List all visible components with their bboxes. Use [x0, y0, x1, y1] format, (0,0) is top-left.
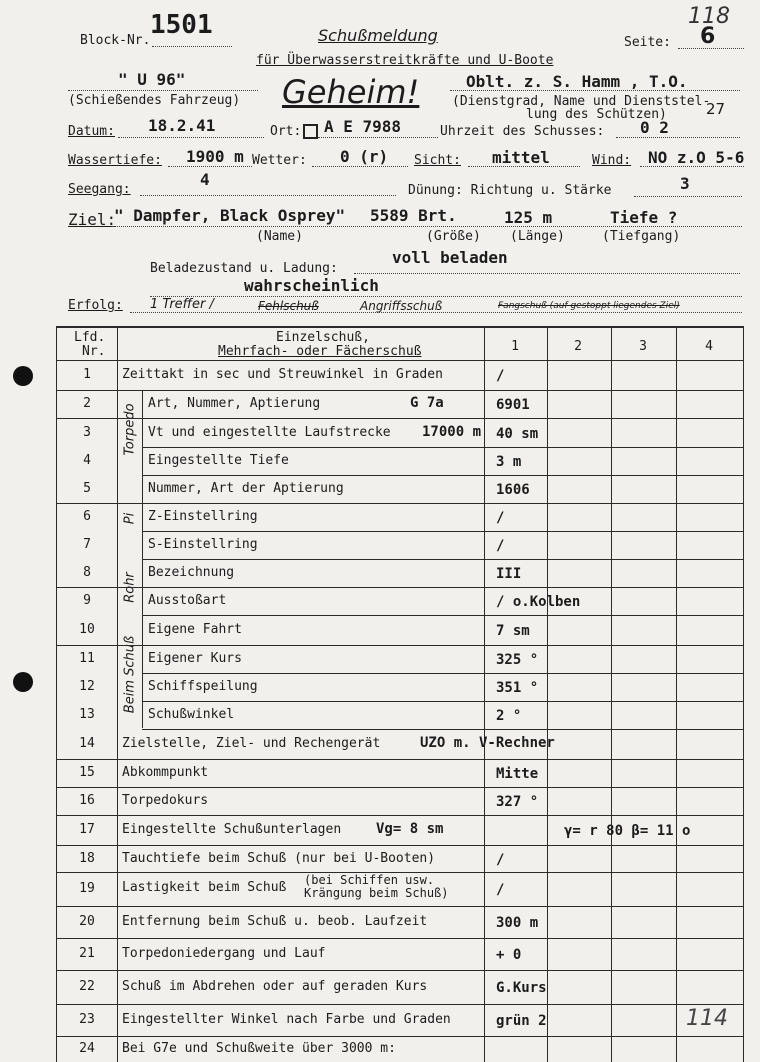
- target-draft-caption: (Tiefgang): [602, 229, 681, 244]
- col-1: 1: [511, 339, 519, 354]
- row-label: Schiffspeilung: [148, 679, 258, 694]
- row-label: S-Einstellring: [148, 537, 258, 552]
- row-number: 18: [79, 851, 95, 866]
- row-label: Bezeichnung: [148, 565, 235, 580]
- row-value-1: Mitte: [496, 766, 539, 782]
- col-desc-2: Mehrfach- oder Fächerschuß: [218, 344, 422, 359]
- visibility-value: mittel: [492, 148, 550, 167]
- row-number: 10: [79, 622, 95, 637]
- date-value: 18.2.41: [148, 116, 216, 135]
- success-other: Fangschuß (auf gestoppt liegendes Ziel): [498, 301, 680, 311]
- row-number: 11: [79, 651, 95, 666]
- row-value-1: /: [496, 510, 505, 526]
- row-number: 1: [83, 367, 91, 382]
- row-label: Zielstelle, Ziel- und Rechengerät: [122, 736, 381, 751]
- row-label: Z-Einstellring: [148, 509, 258, 524]
- row-value-1: 300 m: [496, 915, 539, 931]
- depth-label: Wassertiefe:: [68, 153, 162, 168]
- row-value-1: III: [496, 566, 522, 582]
- row-label: Vt und eingestellte Laufstrecke: [148, 425, 391, 440]
- row-label: Tauchtiefe beim Schuß (nur bei U-Booten): [122, 851, 436, 866]
- col-nr: Nr.: [82, 344, 106, 359]
- row-number: 13: [79, 707, 95, 722]
- row-value-1: 6901: [496, 397, 530, 413]
- swell-label: Dünung: Richtung u. Stärke: [408, 183, 612, 198]
- group-beim-schuss: Beim Schuß: [122, 635, 138, 714]
- row-value-1: /: [496, 852, 505, 868]
- row-mid-value: 17000 m: [422, 424, 482, 440]
- commander-caption-1: (Dienstgrad, Name und Dienststel-: [452, 94, 711, 109]
- location-label: Ort:: [270, 124, 302, 139]
- row-value-1: + 0: [496, 947, 522, 963]
- row-number: 6: [83, 509, 91, 524]
- punch-hole-top: [13, 366, 33, 386]
- form-subtitle: für Überwasserstreitkräfte und U-Boote: [256, 53, 554, 68]
- row-label: Eigener Kurs: [148, 651, 242, 666]
- wind-label: Wind:: [592, 153, 632, 168]
- row-number: 19: [79, 881, 95, 896]
- row-number: 23: [79, 1012, 95, 1027]
- row-value-1: /: [496, 368, 505, 384]
- row-number: 20: [79, 914, 95, 929]
- target-length: 125 m: [504, 208, 553, 227]
- row-value-1: G.Kurs: [496, 980, 547, 996]
- depth-value: 1900 m: [186, 147, 244, 166]
- row-value-1: 325 °: [496, 652, 539, 668]
- success-attack: Angriffsschuß: [360, 299, 443, 313]
- secret-stamp: Geheim!: [282, 73, 420, 111]
- row-label: Schuß im Abdrehen oder auf geraden Kurs: [122, 979, 428, 994]
- row-mid-value: G 7a: [410, 395, 444, 411]
- row-label: Eingestellter Winkel nach Farbe und Graden: [122, 1012, 451, 1027]
- row-number: 4: [83, 453, 91, 468]
- punch-hole-bottom: [13, 672, 33, 692]
- row-number: 7: [83, 537, 91, 552]
- row-label: Schußwinkel: [148, 707, 235, 722]
- row-value-1: 40 sm: [496, 426, 539, 442]
- time-label: Uhrzeit des Schusses:: [440, 124, 605, 139]
- row-label: Abkommpunkt: [122, 765, 209, 780]
- vessel-caption: (Schießendes Fahrzeug): [68, 93, 241, 108]
- target-size-caption: (Größe): [426, 229, 481, 244]
- target-label: Ziel:: [68, 210, 117, 229]
- row-label: Nummer, Art der Aptierung: [148, 481, 344, 496]
- form-title: Schußmeldung: [318, 26, 438, 45]
- row-label: Entfernung beim Schuß u. beob. Laufzeit: [122, 914, 428, 929]
- row-label: Torpedokurs: [122, 793, 209, 808]
- row-value-1: 7 sm: [496, 623, 530, 639]
- row-number: 8: [83, 565, 91, 580]
- date-label: Datum:: [68, 124, 115, 139]
- sea-value: 4: [200, 170, 210, 189]
- load-value-2: wahrscheinlich: [244, 276, 379, 295]
- location-value: A E 7988: [324, 117, 402, 136]
- row-label: Eingestellte Schußunterlagen: [122, 822, 342, 837]
- row-number: 3: [83, 425, 91, 440]
- load-value-1: voll beladen: [392, 248, 508, 267]
- page-label: Seite:: [624, 35, 671, 50]
- row-value-1: 1606: [496, 482, 530, 498]
- weather-value: 0 (r): [340, 147, 389, 166]
- success-miss: Fehlschuß: [258, 299, 319, 313]
- col-2: 2: [574, 339, 582, 354]
- col-desc-1: Einzelschuß,: [276, 330, 370, 345]
- row-label: Eingestellte Tiefe: [148, 453, 289, 468]
- group-torpedo: Torpedo: [122, 403, 138, 456]
- success-hits: 1 Treffer /: [150, 297, 214, 312]
- target-draft: Tiefe ?: [610, 208, 678, 227]
- row-number: 22: [79, 979, 95, 994]
- row-label: Ausstoßart: [148, 593, 227, 608]
- row-label: Bei G7e und Schußweite über 3000 m:: [122, 1041, 396, 1056]
- commander-caption-2: lung des Schützen): [526, 107, 667, 122]
- wind-value: NO z.O 5-6: [648, 148, 745, 167]
- weather-label: Wetter:: [252, 153, 307, 168]
- load-label: Beladezustand u. Ladung:: [150, 261, 338, 276]
- target-name: " Dampfer, Black Osprey": [114, 206, 346, 225]
- block-label: Block-Nr.: [80, 33, 151, 48]
- row-value-1: 3 m: [496, 454, 522, 470]
- row-value-1: /: [496, 882, 505, 898]
- row-label: Eigene Fahrt: [148, 622, 242, 637]
- corner-note: 114: [686, 1006, 728, 1031]
- visibility-label: Sicht:: [414, 153, 461, 168]
- row-mid-value: UZO m. V-Rechner: [420, 735, 555, 751]
- group-rohr: Rohr: [122, 572, 138, 603]
- row-number: 16: [79, 793, 95, 808]
- row-value-1: /: [496, 538, 505, 554]
- row-label: Art, Nummer, Aptierung: [148, 396, 321, 411]
- vessel-value: " U 96": [118, 70, 186, 89]
- row-value-1: / o.Kolben: [496, 594, 581, 610]
- row-number: 14: [79, 736, 95, 751]
- row-value-1: 327 °: [496, 794, 539, 810]
- row-label: Torpedoniedergang und Lauf: [122, 946, 326, 961]
- stamp-number: 27: [706, 100, 726, 118]
- col-lfd: Lfd.: [74, 330, 106, 345]
- row-label: Zeittakt in sec und Streuwinkel in Graden: [122, 367, 443, 382]
- group-pi: Pi: [122, 512, 138, 525]
- sea-label: Seegang:: [68, 182, 131, 197]
- commander-value: Oblt. z. S. Hamm , T.O.: [466, 72, 688, 91]
- time-value: 0 2: [640, 118, 669, 137]
- row-number: 9: [83, 593, 91, 608]
- row-extra-values: γ= r 80 β= 11 o: [564, 823, 691, 839]
- row-label-note: (bei Schiffen usw. Krängung beim Schuß): [304, 873, 449, 900]
- target-name-caption: (Name): [256, 229, 303, 244]
- col-4: 4: [705, 339, 713, 354]
- row-number: 5: [83, 481, 91, 496]
- row-number: 24: [79, 1041, 95, 1056]
- success-label: Erfolg:: [68, 298, 123, 313]
- row-label: Lastigkeit beim Schuß: [122, 880, 287, 895]
- row-number: 2: [83, 396, 91, 411]
- target-length-caption: (Länge): [510, 229, 565, 244]
- row-number: 12: [79, 679, 95, 694]
- swell-value: 3: [680, 174, 690, 193]
- col-3: 3: [639, 339, 647, 354]
- block-number: 1501: [150, 10, 213, 40]
- row-number: 17: [79, 822, 95, 837]
- square-icon: [303, 124, 318, 139]
- page-number: 6: [700, 24, 716, 49]
- target-size: 5589 Brt.: [370, 206, 457, 225]
- row-value-1: grün 2: [496, 1013, 547, 1029]
- row-value-1: 2 °: [496, 708, 522, 724]
- row-value-1: 351 °: [496, 680, 539, 696]
- row-number: 15: [79, 765, 95, 780]
- folio-number: 118: [688, 4, 730, 29]
- row-number: 21: [79, 946, 95, 961]
- row-mid-value: Vg= 8 sm: [376, 821, 444, 837]
